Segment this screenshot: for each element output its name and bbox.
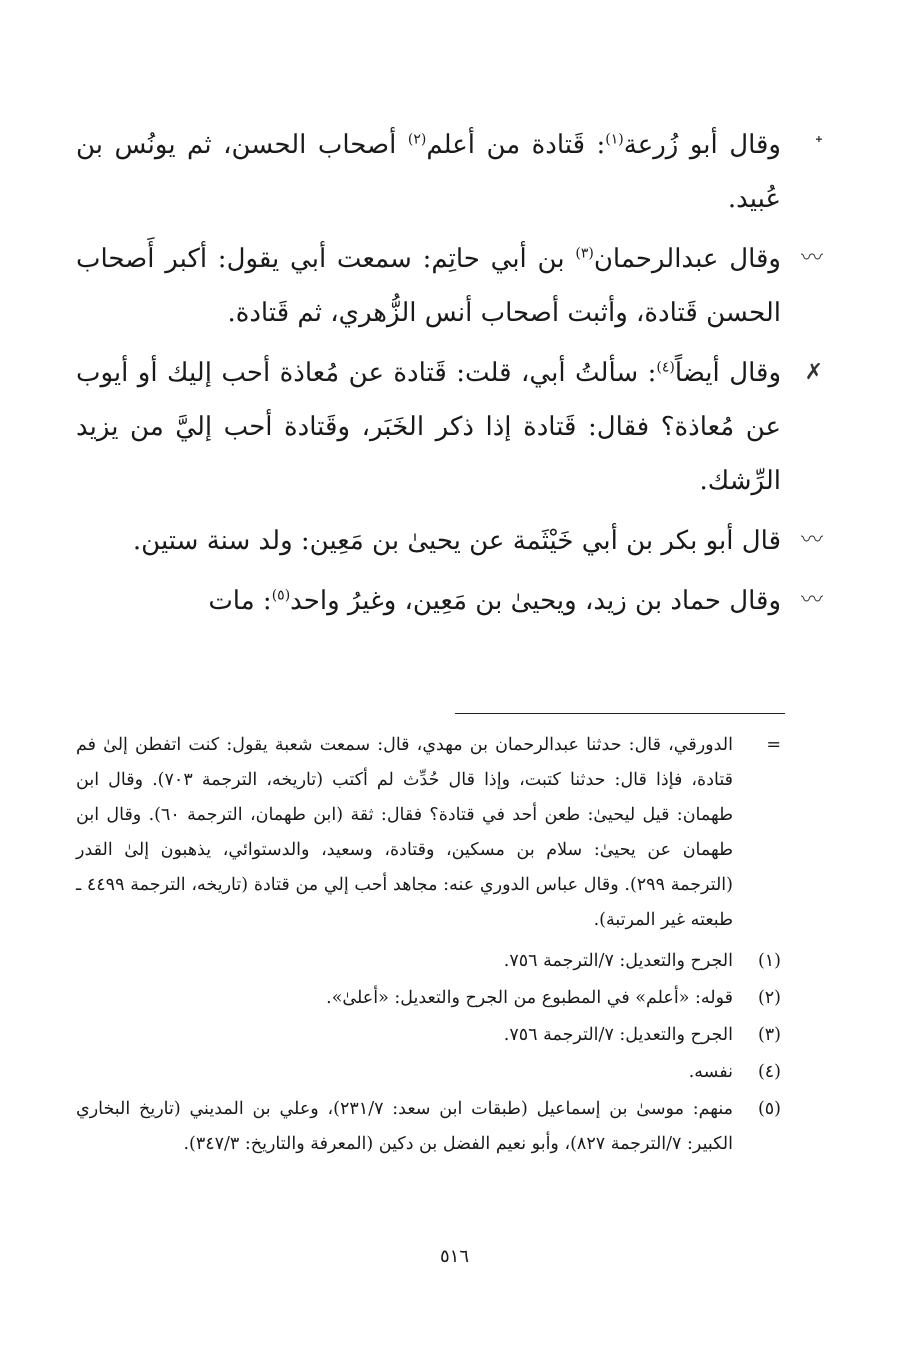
paragraph-also-said <box>76 346 823 508</box>
continuation-marker: = <box>766 735 781 755</box>
footnote-number: (٣) <box>757 1025 781 1045</box>
paragraph-text: : مات <box>208 586 272 616</box>
footnote-number: (٤) <box>757 1062 781 1082</box>
footnote-number: (٥) <box>757 1099 781 1119</box>
footnote-ref: (٥) <box>271 587 291 604</box>
footnote-continuation <box>76 728 781 938</box>
paragraph-text: وقال عبدالرحمان <box>593 244 781 274</box>
paragraph-text: أصحاب الحسن، ثم يونُس بن عُبيد. <box>76 130 781 214</box>
paragraph-text: : سألتُ أبي، قلت: قَتادة عن مُعاذة أحب إليك أو أيوب عن مُعاذة؟ فقال: قَتادة إذا ذكر الخَبَر، وقَتادة أحب إليَّ من يزيد الرِّشك. <box>76 358 781 496</box>
margin-mark: 〰 <box>800 588 823 613</box>
footnote-text: منهم: موسىٰ بن إسماعيل (طبقات ابن سعد: ٢٣١/٧)، وعلي بن المديني (تاريخ البخاري الكبير: ٧/الترجمة ٨٢٧)، وأبو نعيم الفضل بن دكين (المعرفة والتاريخ: ٣٤٧/٣). <box>76 1099 733 1154</box>
margin-mark: 〰 <box>800 528 823 553</box>
footnote-number: (٢) <box>757 988 781 1008</box>
footnote-separator <box>455 713 785 714</box>
footnote-number: (١) <box>757 951 781 971</box>
footnote-ref: (١) <box>605 131 624 148</box>
margin-mark: 〰 <box>800 246 823 271</box>
paragraph-abu-bakr <box>76 514 823 568</box>
paragraph-text: وقال أيضاً <box>674 358 781 388</box>
paragraph-abu-zura <box>76 118 823 226</box>
paragraph-text: وقال حماد بن زيد، ويحيىٰ بن مَعِين، وغيرُ واحد <box>290 586 781 616</box>
footnote-text: نفسه. <box>688 1062 733 1082</box>
footnote-text: الجرح والتعديل: ٧/الترجمة ٧٥٦. <box>503 951 733 971</box>
paragraph-text: وقال أبو زُرعة <box>623 130 781 160</box>
footnote-1 <box>76 944 781 979</box>
footnote-5 <box>76 1092 781 1162</box>
main-text <box>76 118 823 634</box>
footnote-ref: (٤) <box>656 359 675 376</box>
paragraph-abdulrahman <box>76 232 823 340</box>
footnote-4 <box>76 1055 781 1090</box>
footnote-text: الجرح والتعديل: ٧/الترجمة ٧٥٦. <box>503 1025 733 1045</box>
footnote-ref: (٢) <box>407 131 427 148</box>
paragraph-text: : قَتادة من أعلم <box>426 130 606 160</box>
margin-mark: ✗ <box>804 360 823 385</box>
footnote-2 <box>76 981 781 1016</box>
footnotes <box>76 728 781 1164</box>
paragraph-text: بن أبي حاتِم: سمعت أبي يقول: أكبر أَصحاب الحسن قَتادة، وأثبت أصحاب أنس الزُّهري، ثم قَتادة. <box>76 244 781 328</box>
footnote-text: الدورقي، قال: حدثنا عبدالرحمان بن مهدي، قال: سمعت شعبة يقول: كنت اتفطن إلىٰ فم قتادة، فإذا قال: حدثنا كتبت، وإذا قال حُدِّث لم أكتب (تاريخه، الترجمة ٧٠٣). وقال ابن طهمان: قيل ليحيىٰ: طعن أحد في قتادة؟ فقال: ثقة (ابن طهمان، الترجمة ٦٠). وقال ابن طهمان عن يحيىٰ: سلام بن مسكين، وقتادة، وسعيد، والدستوائي، يذهبون إلىٰ القدر (الترجمة ٢٩٩). وقال عباس الدوري عنه: مجاهد أحب إلي من قتادة (تاريخه، الترجمة ٤٤٩٩ ـ طبعته غير المرتبة). <box>76 735 733 930</box>
footnote-ref: (٣) <box>575 245 594 262</box>
page-number: ٥١٦ <box>439 1246 469 1267</box>
footnote-3 <box>76 1018 781 1053</box>
paragraph-hammad <box>76 574 823 628</box>
paragraph-text: قال أبو بكر بن أبي خَيْثَمة عن يحيىٰ بن مَعِين: ولد سنة ستين. <box>132 526 781 556</box>
footnote-text: قوله: «أعلم» في المطبوع من الجرح والتعديل: «أعلىٰ». <box>326 988 733 1008</box>
margin-mark: ᐩ <box>814 132 823 157</box>
